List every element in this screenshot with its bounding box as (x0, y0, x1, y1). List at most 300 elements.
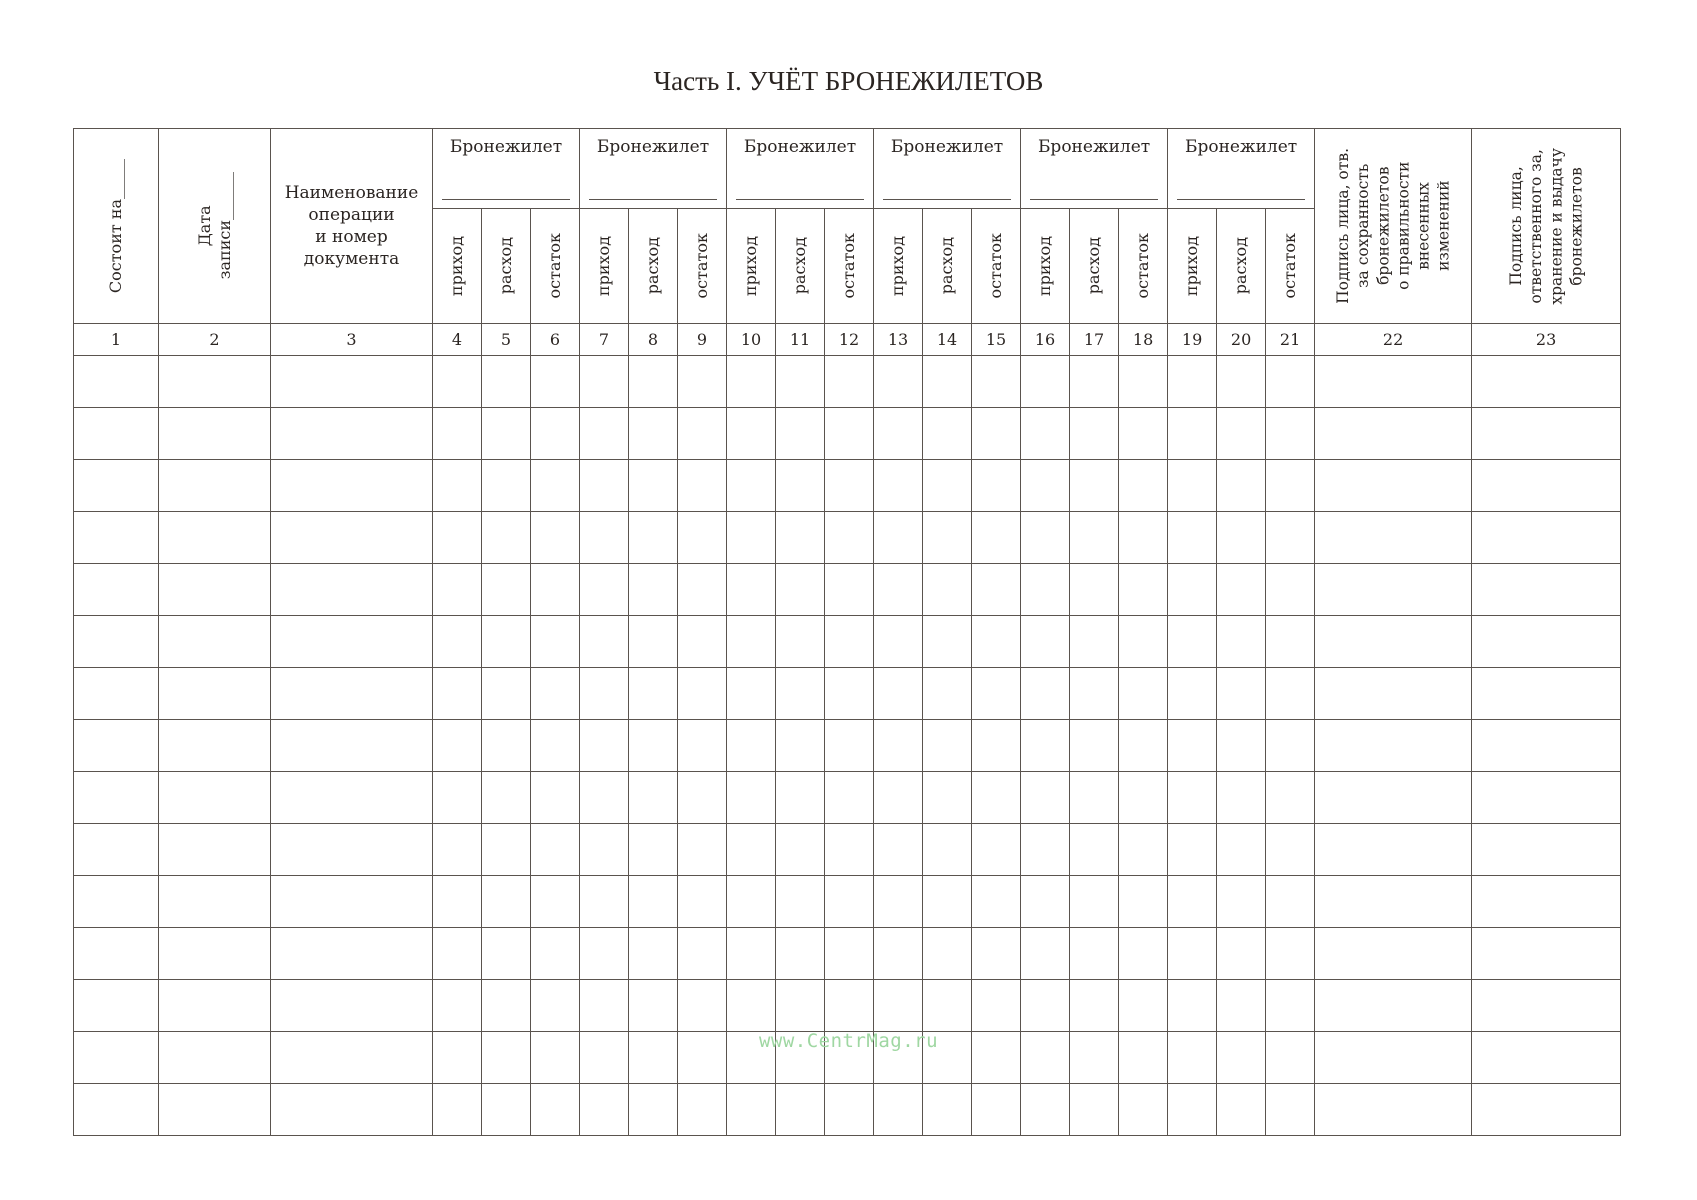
table-cell[interactable] (825, 980, 874, 1032)
table-cell[interactable] (678, 460, 727, 512)
table-cell[interactable] (825, 876, 874, 928)
table-cell[interactable] (629, 616, 678, 668)
table-cell[interactable] (1168, 668, 1217, 720)
table-cell[interactable] (1315, 408, 1472, 460)
table-cell[interactable] (433, 512, 482, 564)
table-cell[interactable] (271, 772, 433, 824)
table-cell[interactable] (159, 772, 271, 824)
table-cell[interactable] (678, 772, 727, 824)
table-cell[interactable] (1070, 512, 1119, 564)
table-cell[interactable] (1021, 408, 1070, 460)
table-cell[interactable] (629, 720, 678, 772)
table-cell[interactable] (159, 668, 271, 720)
table-cell[interactable] (825, 772, 874, 824)
table-cell[interactable] (972, 564, 1021, 616)
table-cell[interactable] (1217, 824, 1266, 876)
table-cell[interactable] (159, 564, 271, 616)
table-cell[interactable] (727, 824, 776, 876)
table-cell[interactable] (482, 824, 531, 876)
table-cell[interactable] (1472, 668, 1621, 720)
table-cell[interactable] (271, 1084, 433, 1136)
table-cell[interactable] (1070, 408, 1119, 460)
table-cell[interactable] (531, 460, 580, 512)
table-cell[interactable] (1217, 928, 1266, 980)
table-cell[interactable] (1119, 720, 1168, 772)
table-cell[interactable] (433, 564, 482, 616)
table-cell[interactable] (1472, 356, 1621, 408)
table-cell[interactable] (1119, 980, 1168, 1032)
table-cell[interactable] (874, 928, 923, 980)
table-cell[interactable] (1315, 460, 1472, 512)
table-cell[interactable] (776, 876, 825, 928)
table-cell[interactable] (923, 564, 972, 616)
table-cell[interactable] (1315, 564, 1472, 616)
table-cell[interactable] (972, 720, 1021, 772)
table-cell[interactable] (1021, 512, 1070, 564)
table-cell[interactable] (433, 824, 482, 876)
table-cell[interactable] (1472, 824, 1621, 876)
table-cell[interactable] (1217, 720, 1266, 772)
table-cell[interactable] (678, 512, 727, 564)
table-cell[interactable] (531, 408, 580, 460)
table-cell[interactable] (159, 616, 271, 668)
table-cell[interactable] (271, 876, 433, 928)
table-cell[interactable] (531, 824, 580, 876)
table-cell[interactable] (580, 616, 629, 668)
table-cell[interactable] (678, 616, 727, 668)
table-cell[interactable] (874, 616, 923, 668)
table-cell[interactable] (580, 928, 629, 980)
table-cell[interactable] (727, 616, 776, 668)
table-cell[interactable] (159, 928, 271, 980)
table-cell[interactable] (1168, 720, 1217, 772)
table-cell[interactable] (629, 876, 678, 928)
table-cell[interactable] (874, 408, 923, 460)
table-cell[interactable] (271, 616, 433, 668)
table-cell[interactable] (874, 824, 923, 876)
table-cell[interactable] (1217, 408, 1266, 460)
table-cell[interactable] (1070, 772, 1119, 824)
table-cell[interactable] (580, 876, 629, 928)
table-cell[interactable] (923, 616, 972, 668)
table-cell[interactable] (1119, 824, 1168, 876)
table-cell[interactable] (1266, 980, 1315, 1032)
table-cell[interactable] (482, 928, 531, 980)
table-cell[interactable] (825, 616, 874, 668)
table-cell[interactable] (1217, 1084, 1266, 1136)
table-cell[interactable] (1070, 564, 1119, 616)
table-cell[interactable] (1217, 512, 1266, 564)
table-cell[interactable] (580, 980, 629, 1032)
table-cell[interactable] (629, 408, 678, 460)
table-cell[interactable] (271, 564, 433, 616)
table-cell[interactable] (482, 460, 531, 512)
table-cell[interactable] (1070, 928, 1119, 980)
table-cell[interactable] (874, 460, 923, 512)
table-cell[interactable] (1472, 1084, 1621, 1136)
table-cell[interactable] (1168, 356, 1217, 408)
table-cell[interactable] (727, 512, 776, 564)
table-cell[interactable] (74, 616, 159, 668)
table-cell[interactable] (923, 356, 972, 408)
table-cell[interactable] (482, 772, 531, 824)
table-cell[interactable] (531, 772, 580, 824)
table-cell[interactable] (874, 772, 923, 824)
table-cell[interactable] (1315, 824, 1472, 876)
table-cell[interactable] (874, 876, 923, 928)
table-cell[interactable] (972, 928, 1021, 980)
table-cell[interactable] (629, 356, 678, 408)
table-cell[interactable] (482, 512, 531, 564)
table-cell[interactable] (825, 928, 874, 980)
table-cell[interactable] (1070, 824, 1119, 876)
table-cell[interactable] (1315, 772, 1472, 824)
table-cell[interactable] (74, 460, 159, 512)
table-cell[interactable] (825, 356, 874, 408)
table-cell[interactable] (271, 408, 433, 460)
table-cell[interactable] (1217, 564, 1266, 616)
table-cell[interactable] (1070, 616, 1119, 668)
table-cell[interactable] (825, 824, 874, 876)
table-cell[interactable] (776, 824, 825, 876)
table-cell[interactable] (776, 512, 825, 564)
table-cell[interactable] (1021, 1084, 1070, 1136)
table-cell[interactable] (271, 512, 433, 564)
table-cell[interactable] (1119, 1084, 1168, 1136)
table-cell[interactable] (1119, 408, 1168, 460)
table-cell[interactable] (271, 824, 433, 876)
table-cell[interactable] (580, 1084, 629, 1136)
table-cell[interactable] (825, 512, 874, 564)
table-cell[interactable] (271, 356, 433, 408)
table-cell[interactable] (1315, 720, 1472, 772)
table-cell[interactable] (923, 512, 972, 564)
table-cell[interactable] (1119, 356, 1168, 408)
table-cell[interactable] (74, 1084, 159, 1136)
table-cell[interactable] (776, 772, 825, 824)
table-cell[interactable] (580, 772, 629, 824)
table-cell[interactable] (1168, 564, 1217, 616)
table-cell[interactable] (159, 824, 271, 876)
table-cell[interactable] (531, 512, 580, 564)
table-cell[interactable] (825, 1084, 874, 1136)
table-cell[interactable] (629, 1084, 678, 1136)
table-cell[interactable] (923, 824, 972, 876)
table-cell[interactable] (874, 1084, 923, 1136)
table-cell[interactable] (1021, 564, 1070, 616)
table-cell[interactable] (727, 564, 776, 616)
table-cell[interactable] (1021, 980, 1070, 1032)
table-cell[interactable] (159, 408, 271, 460)
table-cell[interactable] (1266, 928, 1315, 980)
table-cell[interactable] (923, 876, 972, 928)
table-cell[interactable] (531, 564, 580, 616)
table-cell[interactable] (74, 356, 159, 408)
table-cell[interactable] (1021, 824, 1070, 876)
table-cell[interactable] (482, 668, 531, 720)
table-cell[interactable] (433, 980, 482, 1032)
table-cell[interactable] (1070, 876, 1119, 928)
table-cell[interactable] (1266, 876, 1315, 928)
table-cell[interactable] (1070, 720, 1119, 772)
table-cell[interactable] (678, 408, 727, 460)
table-cell[interactable] (1021, 668, 1070, 720)
table-cell[interactable] (678, 356, 727, 408)
table-cell[interactable] (1168, 460, 1217, 512)
table-cell[interactable] (776, 616, 825, 668)
table-cell[interactable] (1168, 512, 1217, 564)
table-cell[interactable] (74, 720, 159, 772)
table-cell[interactable] (531, 980, 580, 1032)
table-cell[interactable] (776, 980, 825, 1032)
table-cell[interactable] (1070, 460, 1119, 512)
table-cell[interactable] (1266, 616, 1315, 668)
table-cell[interactable] (1168, 772, 1217, 824)
table-cell[interactable] (1472, 460, 1621, 512)
table-cell[interactable] (727, 460, 776, 512)
table-cell[interactable] (580, 668, 629, 720)
table-cell[interactable] (923, 980, 972, 1032)
table-cell[interactable] (531, 668, 580, 720)
table-cell[interactable] (825, 408, 874, 460)
table-cell[interactable] (531, 1084, 580, 1136)
table-cell[interactable] (1119, 876, 1168, 928)
table-cell[interactable] (1266, 564, 1315, 616)
table-cell[interactable] (1315, 616, 1472, 668)
table-cell[interactable] (74, 928, 159, 980)
table-cell[interactable] (1266, 720, 1315, 772)
table-cell[interactable] (1070, 356, 1119, 408)
table-cell[interactable] (923, 772, 972, 824)
table-cell[interactable] (874, 356, 923, 408)
table-cell[interactable] (1168, 980, 1217, 1032)
table-cell[interactable] (531, 928, 580, 980)
table-cell[interactable] (1168, 1084, 1217, 1136)
table-cell[interactable] (678, 564, 727, 616)
table-cell[interactable] (1472, 408, 1621, 460)
table-cell[interactable] (1021, 616, 1070, 668)
table-cell[interactable] (1266, 668, 1315, 720)
table-cell[interactable] (1266, 824, 1315, 876)
table-cell[interactable] (972, 1084, 1021, 1136)
table-cell[interactable] (629, 564, 678, 616)
table-cell[interactable] (972, 356, 1021, 408)
table-cell[interactable] (271, 668, 433, 720)
table-cell[interactable] (1021, 720, 1070, 772)
table-cell[interactable] (580, 564, 629, 616)
table-cell[interactable] (923, 668, 972, 720)
table-cell[interactable] (923, 408, 972, 460)
table-cell[interactable] (923, 720, 972, 772)
table-cell[interactable] (629, 928, 678, 980)
table-cell[interactable] (1119, 772, 1168, 824)
table-cell[interactable] (1315, 668, 1472, 720)
table-cell[interactable] (1315, 512, 1472, 564)
table-cell[interactable] (972, 408, 1021, 460)
table-cell[interactable] (271, 460, 433, 512)
table-cell[interactable] (874, 668, 923, 720)
table-cell[interactable] (1217, 772, 1266, 824)
table-cell[interactable] (727, 356, 776, 408)
table-cell[interactable] (580, 408, 629, 460)
table-cell[interactable] (482, 564, 531, 616)
table-cell[interactable] (874, 564, 923, 616)
table-cell[interactable] (1021, 876, 1070, 928)
table-cell[interactable] (678, 928, 727, 980)
table-cell[interactable] (1070, 980, 1119, 1032)
table-cell[interactable] (1472, 928, 1621, 980)
table-cell[interactable] (1119, 616, 1168, 668)
table-cell[interactable] (1266, 460, 1315, 512)
table-cell[interactable] (1021, 460, 1070, 512)
table-cell[interactable] (74, 512, 159, 564)
table-cell[interactable] (1472, 564, 1621, 616)
table-cell[interactable] (972, 616, 1021, 668)
table-cell[interactable] (727, 408, 776, 460)
table-cell[interactable] (629, 980, 678, 1032)
table-cell[interactable] (580, 720, 629, 772)
table-cell[interactable] (1217, 460, 1266, 512)
table-cell[interactable] (580, 460, 629, 512)
table-cell[interactable] (1168, 876, 1217, 928)
table-cell[interactable] (678, 1084, 727, 1136)
table-cell[interactable] (433, 928, 482, 980)
table-cell[interactable] (1217, 356, 1266, 408)
table-cell[interactable] (482, 720, 531, 772)
table-cell[interactable] (776, 668, 825, 720)
table-cell[interactable] (727, 928, 776, 980)
table-cell[interactable] (923, 460, 972, 512)
table-cell[interactable] (433, 616, 482, 668)
table-cell[interactable] (580, 512, 629, 564)
table-cell[interactable] (531, 356, 580, 408)
table-cell[interactable] (727, 720, 776, 772)
table-cell[interactable] (482, 408, 531, 460)
table-cell[interactable] (1315, 980, 1472, 1032)
table-cell[interactable] (727, 980, 776, 1032)
table-cell[interactable] (1070, 668, 1119, 720)
table-cell[interactable] (159, 356, 271, 408)
table-cell[interactable] (1315, 876, 1472, 928)
table-cell[interactable] (825, 668, 874, 720)
table-cell[interactable] (629, 824, 678, 876)
table-cell[interactable] (825, 564, 874, 616)
table-cell[interactable] (159, 512, 271, 564)
table-cell[interactable] (629, 460, 678, 512)
table-cell[interactable] (482, 356, 531, 408)
table-cell[interactable] (1217, 668, 1266, 720)
table-cell[interactable] (1168, 824, 1217, 876)
table-cell[interactable] (629, 512, 678, 564)
table-cell[interactable] (433, 876, 482, 928)
table-cell[interactable] (433, 460, 482, 512)
table-cell[interactable] (727, 1084, 776, 1136)
table-cell[interactable] (776, 460, 825, 512)
table-cell[interactable] (1119, 928, 1168, 980)
table-cell[interactable] (1315, 356, 1472, 408)
table-cell[interactable] (776, 1084, 825, 1136)
table-cell[interactable] (531, 876, 580, 928)
table-cell[interactable] (1217, 876, 1266, 928)
table-cell[interactable] (1119, 460, 1168, 512)
table-cell[interactable] (1217, 980, 1266, 1032)
table-cell[interactable] (1472, 512, 1621, 564)
table-cell[interactable] (678, 824, 727, 876)
table-cell[interactable] (727, 668, 776, 720)
table-cell[interactable] (1021, 772, 1070, 824)
table-cell[interactable] (629, 668, 678, 720)
table-cell[interactable] (972, 460, 1021, 512)
table-cell[interactable] (678, 668, 727, 720)
table-cell[interactable] (923, 1084, 972, 1136)
table-cell[interactable] (74, 668, 159, 720)
table-cell[interactable] (678, 876, 727, 928)
table-cell[interactable] (678, 980, 727, 1032)
table-cell[interactable] (433, 356, 482, 408)
table-cell[interactable] (531, 720, 580, 772)
table-cell[interactable] (159, 980, 271, 1032)
table-cell[interactable] (1472, 980, 1621, 1032)
table-cell[interactable] (1315, 928, 1472, 980)
table-cell[interactable] (776, 356, 825, 408)
table-cell[interactable] (874, 512, 923, 564)
table-cell[interactable] (1472, 616, 1621, 668)
table-cell[interactable] (776, 408, 825, 460)
table-cell[interactable] (1168, 616, 1217, 668)
table-cell[interactable] (874, 720, 923, 772)
table-cell[interactable] (271, 928, 433, 980)
table-cell[interactable] (580, 356, 629, 408)
table-cell[interactable] (727, 772, 776, 824)
table-cell[interactable] (1070, 1084, 1119, 1136)
table-cell[interactable] (482, 1084, 531, 1136)
table-cell[interactable] (1119, 564, 1168, 616)
table-cell[interactable] (972, 512, 1021, 564)
table-cell[interactable] (972, 772, 1021, 824)
table-cell[interactable] (433, 720, 482, 772)
table-cell[interactable] (1472, 772, 1621, 824)
table-cell[interactable] (1217, 616, 1266, 668)
table-cell[interactable] (972, 668, 1021, 720)
table-cell[interactable] (433, 408, 482, 460)
table-cell[interactable] (923, 928, 972, 980)
table-cell[interactable] (271, 720, 433, 772)
table-cell[interactable] (1266, 772, 1315, 824)
table-cell[interactable] (776, 564, 825, 616)
table-cell[interactable] (482, 980, 531, 1032)
table-cell[interactable] (1266, 1084, 1315, 1136)
table-cell[interactable] (531, 616, 580, 668)
table-cell[interactable] (433, 668, 482, 720)
table-cell[interactable] (727, 876, 776, 928)
table-cell[interactable] (1266, 356, 1315, 408)
table-cell[interactable] (825, 460, 874, 512)
table-cell[interactable] (433, 772, 482, 824)
table-cell[interactable] (159, 1084, 271, 1136)
table-cell[interactable] (159, 460, 271, 512)
table-cell[interactable] (580, 824, 629, 876)
table-cell[interactable] (1119, 668, 1168, 720)
table-cell[interactable] (972, 980, 1021, 1032)
table-cell[interactable] (1315, 1084, 1472, 1136)
table-cell[interactable] (1021, 356, 1070, 408)
table-cell[interactable] (271, 980, 433, 1032)
table-cell[interactable] (1168, 408, 1217, 460)
table-cell[interactable] (1266, 408, 1315, 460)
table-cell[interactable] (1168, 928, 1217, 980)
table-cell[interactable] (159, 876, 271, 928)
table-cell[interactable] (776, 720, 825, 772)
